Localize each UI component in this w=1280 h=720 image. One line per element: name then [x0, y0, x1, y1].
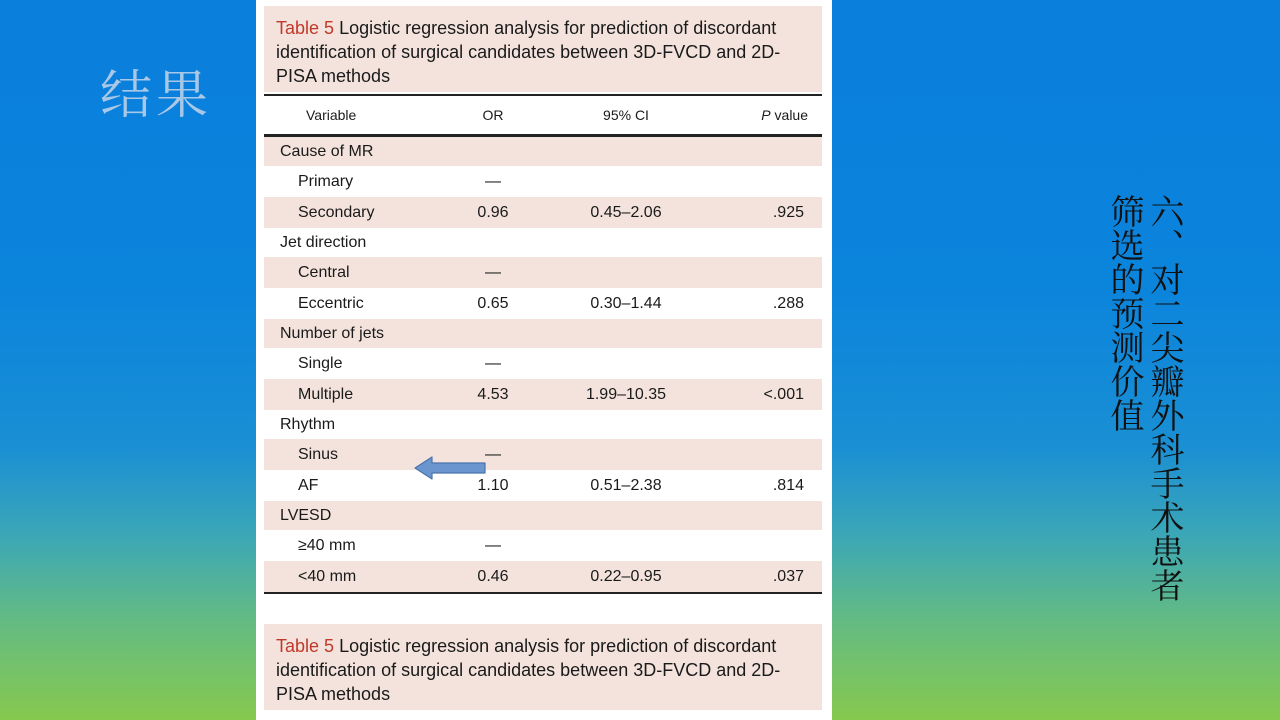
ci-cell: 1.99–10.35	[585, 385, 667, 403]
ci-cell: 0.30–1.44	[590, 294, 662, 312]
table-row	[264, 228, 822, 257]
ci-cell: 0.45–2.06	[590, 203, 662, 221]
left-arrow-icon	[414, 456, 486, 480]
variable-cell: Number of jets	[280, 324, 385, 342]
or-cell: —	[485, 263, 501, 281]
ci-cell: 0.51–2.38	[590, 476, 662, 494]
table-label: Table 5	[276, 636, 335, 656]
table-row	[264, 257, 822, 288]
variable-cell: Multiple	[298, 385, 354, 403]
table-row	[264, 197, 822, 228]
table-row	[264, 501, 822, 530]
regression-table	[264, 94, 822, 594]
table-bottom-rule	[264, 592, 822, 594]
or-cell: —	[485, 172, 501, 190]
p-cell: <.001	[763, 385, 804, 403]
or-cell: 1.10	[477, 476, 509, 494]
table-row	[264, 470, 822, 501]
p-cell: .814	[772, 476, 804, 494]
or-cell: 0.96	[477, 203, 509, 221]
caption-text: Logistic regression analysis for prediction of discordant identification of surgical candidates between 3D-FVCD and 2D-PISA methods	[276, 636, 781, 704]
section-title: 结果	[100, 66, 213, 126]
p-cell: .288	[772, 294, 804, 312]
or-cell: —	[485, 354, 501, 372]
variable-cell: Sinus	[298, 445, 339, 463]
or-cell: —	[485, 445, 501, 463]
table-row	[264, 410, 822, 439]
or-cell: —	[485, 536, 501, 554]
header-ci: 95% CI	[603, 107, 649, 123]
header-or: OR	[482, 107, 504, 123]
variable-cell: Central	[298, 263, 350, 281]
caption-text: Logistic regression analysis for prediction of discordant identification of surgical candidates between 3D-FVCD and 2D-PISA methods	[276, 18, 781, 86]
ci-cell: 0.22–0.95	[590, 567, 662, 585]
table-row	[264, 379, 822, 410]
header-p-label: value	[770, 107, 808, 123]
header-variable: Variable	[306, 107, 357, 123]
table-row	[264, 137, 822, 166]
variable-cell: AF	[298, 476, 319, 494]
table-row	[264, 288, 822, 319]
table-header-row	[264, 96, 822, 134]
variable-cell: Single	[298, 354, 343, 372]
or-cell: 0.65	[477, 294, 509, 312]
header-p-symbol: P	[761, 107, 771, 123]
vertical-heading: 六、对二尖瓣外科手术患者筛选的预测价值	[1104, 194, 1184, 602]
table-row	[264, 319, 822, 348]
table-row	[264, 530, 822, 561]
variable-cell: Eccentric	[298, 294, 364, 312]
table-row	[264, 348, 822, 379]
variable-cell: Secondary	[298, 203, 375, 221]
variable-cell: Rhythm	[280, 415, 336, 433]
p-cell: .925	[772, 203, 804, 221]
table-caption-bottom	[264, 624, 822, 710]
variable-cell: LVESD	[280, 506, 332, 524]
table-label: Table 5	[276, 18, 335, 38]
table-row	[264, 439, 822, 470]
variable-cell: <40 mm	[298, 567, 357, 585]
table-figure	[256, 0, 832, 720]
variable-cell: Jet direction	[280, 233, 367, 251]
or-cell: 0.46	[477, 567, 509, 585]
table-row	[264, 166, 822, 197]
p-cell: .037	[772, 567, 804, 585]
table-caption-top	[264, 6, 822, 92]
variable-cell: Primary	[298, 172, 354, 190]
table-row	[264, 561, 822, 592]
or-cell: 4.53	[477, 385, 509, 403]
header-p-value	[726, 107, 822, 123]
variable-cell: ≥40 mm	[298, 536, 356, 554]
variable-cell: Cause of MR	[280, 142, 374, 160]
